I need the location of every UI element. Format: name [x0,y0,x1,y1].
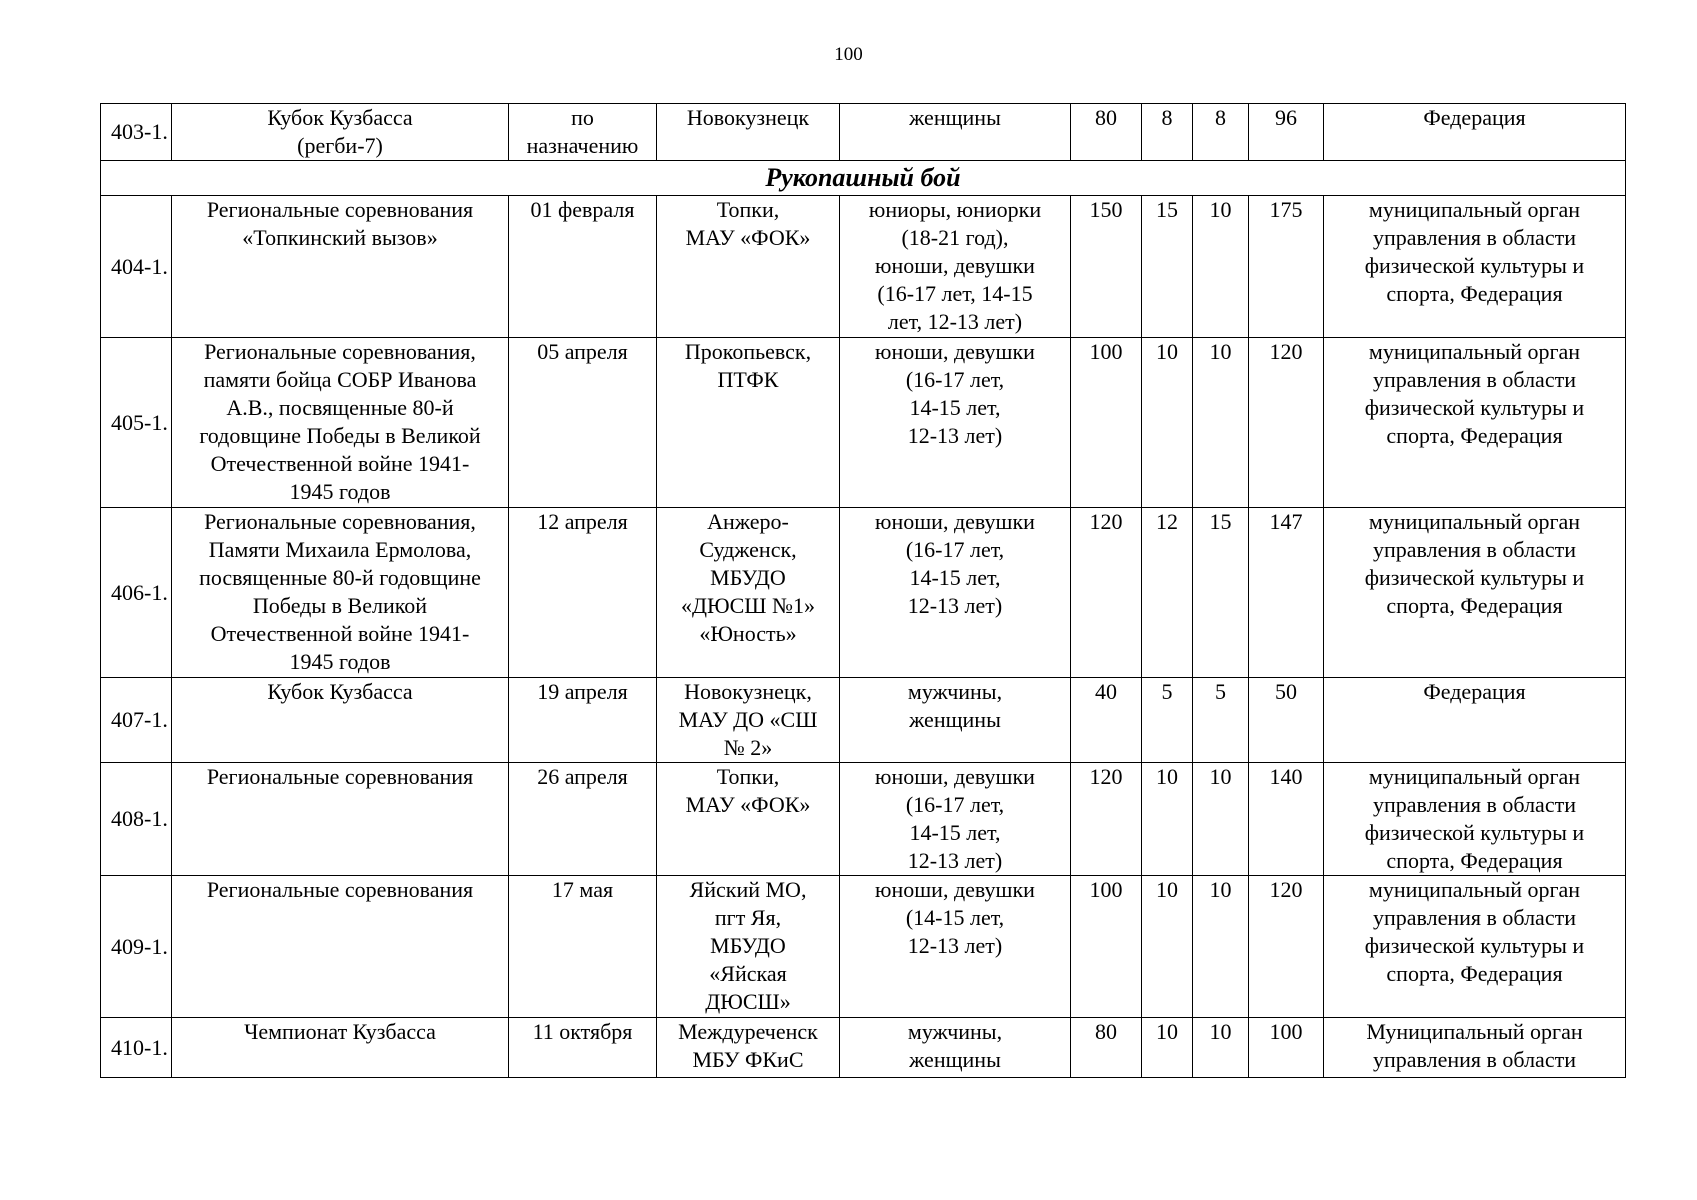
events-table [100,103,1626,1078]
event-count-3-cell: 10 [1193,876,1249,1018]
event-count-2-cell: 15 [1142,196,1193,338]
event-place-cell: Новокузнецк, МАУ ДО «СШ № 2» [657,678,840,763]
event-name-cell: Региональные соревнования [172,876,509,1018]
event-organizer-cell: муниципальный орган управления в области физической культуры и спорта, Федерация [1324,338,1626,508]
event-date-cell: 17 мая [509,876,657,1018]
event-date-cell: 11 октября [509,1018,657,1078]
section-header-row [101,161,1626,196]
event-participants-cell: юноши, девушки (16-17 лет, 14-15 лет, 12-13 лет) [840,338,1071,508]
event-name-cell: Региональные соревнования «Топкинский вызов» [172,196,509,338]
event-total-cell: 147 [1249,508,1324,678]
event-date-cell: по назначению [509,104,657,161]
event-number-cell: 404-1. [101,196,172,338]
event-name-cell: Кубок Кузбасса (регби-7) [172,104,509,161]
event-participants-cell: юниоры, юниорки (18-21 год), юноши, девушки (16-17 лет, 14-15 лет, 12-13 лет) [840,196,1071,338]
event-organizer-cell: Федерация [1324,104,1626,161]
event-participants-cell: юноши, девушки (16-17 лет, 14-15 лет, 12-13 лет) [840,508,1071,678]
event-name-cell: Региональные соревнования [172,763,509,876]
page-number: 100 [834,44,863,65]
table-row [101,763,1626,876]
event-count-2-cell: 8 [1142,104,1193,161]
event-organizer-cell: муниципальный орган управления в области физической культуры и спорта, Федерация [1324,508,1626,678]
event-date-cell: 05 апреля [509,338,657,508]
event-number-cell: 405-1. [101,338,172,508]
event-organizer-cell: Муниципальный орган управления в области [1324,1018,1626,1078]
section-title: Рукопашный бой [101,161,1626,196]
table-row [101,876,1626,1018]
event-participants-cell: мужчины, женщины [840,678,1071,763]
event-number-cell: 403-1. [101,104,172,161]
event-number-cell: 410-1. [101,1018,172,1078]
event-count-1-cell: 100 [1071,876,1142,1018]
event-count-1-cell: 120 [1071,508,1142,678]
event-count-1-cell: 120 [1071,763,1142,876]
event-count-1-cell: 80 [1071,104,1142,161]
event-count-2-cell: 5 [1142,678,1193,763]
event-name-cell: Кубок Кузбасса [172,678,509,763]
event-place-cell: Топки, МАУ «ФОК» [657,763,840,876]
event-count-3-cell: 5 [1193,678,1249,763]
event-date-cell: 12 апреля [509,508,657,678]
event-total-cell: 120 [1249,338,1324,508]
event-participants-cell: юноши, девушки (14-15 лет, 12-13 лет) [840,876,1071,1018]
event-date-cell: 26 апреля [509,763,657,876]
event-total-cell: 96 [1249,104,1324,161]
event-count-1-cell: 40 [1071,678,1142,763]
table-row [101,678,1626,763]
event-count-2-cell: 10 [1142,763,1193,876]
event-total-cell: 175 [1249,196,1324,338]
event-number-cell: 406-1. [101,508,172,678]
event-place-cell: Прокопьевск, ПТФК [657,338,840,508]
event-count-3-cell: 10 [1193,338,1249,508]
event-name-cell: Чемпионат Кузбасса [172,1018,509,1078]
event-total-cell: 120 [1249,876,1324,1018]
event-date-cell: 01 февраля [509,196,657,338]
event-organizer-cell: муниципальный орган управления в области физической культуры и спорта, Федерация [1324,196,1626,338]
event-number-cell: 409-1. [101,876,172,1018]
event-number-cell: 408-1. [101,763,172,876]
table-row [101,338,1626,508]
event-total-cell: 140 [1249,763,1324,876]
table-row [101,508,1626,678]
event-name-cell: Региональные соревнования, Памяти Михаила Ермолова, посвященные 80-й годовщине Победы в Великой Отечественной войне 1941- 1945 годов [172,508,509,678]
table-row [101,1018,1626,1078]
event-number-cell: 407-1. [101,678,172,763]
event-organizer-cell: Федерация [1324,678,1626,763]
event-count-1-cell: 80 [1071,1018,1142,1078]
table-row [101,196,1626,338]
event-place-cell: Анжеро- Судженск, МБУДО «ДЮСШ №1» «Юность» [657,508,840,678]
event-count-2-cell: 10 [1142,338,1193,508]
event-count-2-cell: 10 [1142,1018,1193,1078]
event-total-cell: 100 [1249,1018,1324,1078]
event-count-1-cell: 100 [1071,338,1142,508]
event-name-cell: Региональные соревнования, памяти бойца СОБР Иванова А.В., посвященные 80-й годовщине Победы в Великой Отечественной войне 1941- 1945 годов [172,338,509,508]
event-count-3-cell: 10 [1193,763,1249,876]
event-place-cell: Междуреченск МБУ ФКиС [657,1018,840,1078]
event-place-cell: Яйский МО, пгт Яя, МБУДО «Яйская ДЮСШ» [657,876,840,1018]
event-count-3-cell: 8 [1193,104,1249,161]
event-total-cell: 50 [1249,678,1324,763]
event-count-2-cell: 10 [1142,876,1193,1018]
event-count-2-cell: 12 [1142,508,1193,678]
event-participants-cell: мужчины, женщины [840,1018,1071,1078]
event-count-3-cell: 15 [1193,508,1249,678]
event-place-cell: Новокузнецк [657,104,840,161]
event-count-3-cell: 10 [1193,1018,1249,1078]
event-organizer-cell: муниципальный орган управления в области физической культуры и спорта, Федерация [1324,876,1626,1018]
event-organizer-cell: муниципальный орган управления в области физической культуры и спорта, Федерация [1324,763,1626,876]
event-place-cell: Топки, МАУ «ФОК» [657,196,840,338]
event-participants-cell: юноши, девушки (16-17 лет, 14-15 лет, 12-13 лет) [840,763,1071,876]
table-row [101,104,1626,161]
event-date-cell: 19 апреля [509,678,657,763]
event-count-3-cell: 10 [1193,196,1249,338]
event-participants-cell: женщины [840,104,1071,161]
event-count-1-cell: 150 [1071,196,1142,338]
